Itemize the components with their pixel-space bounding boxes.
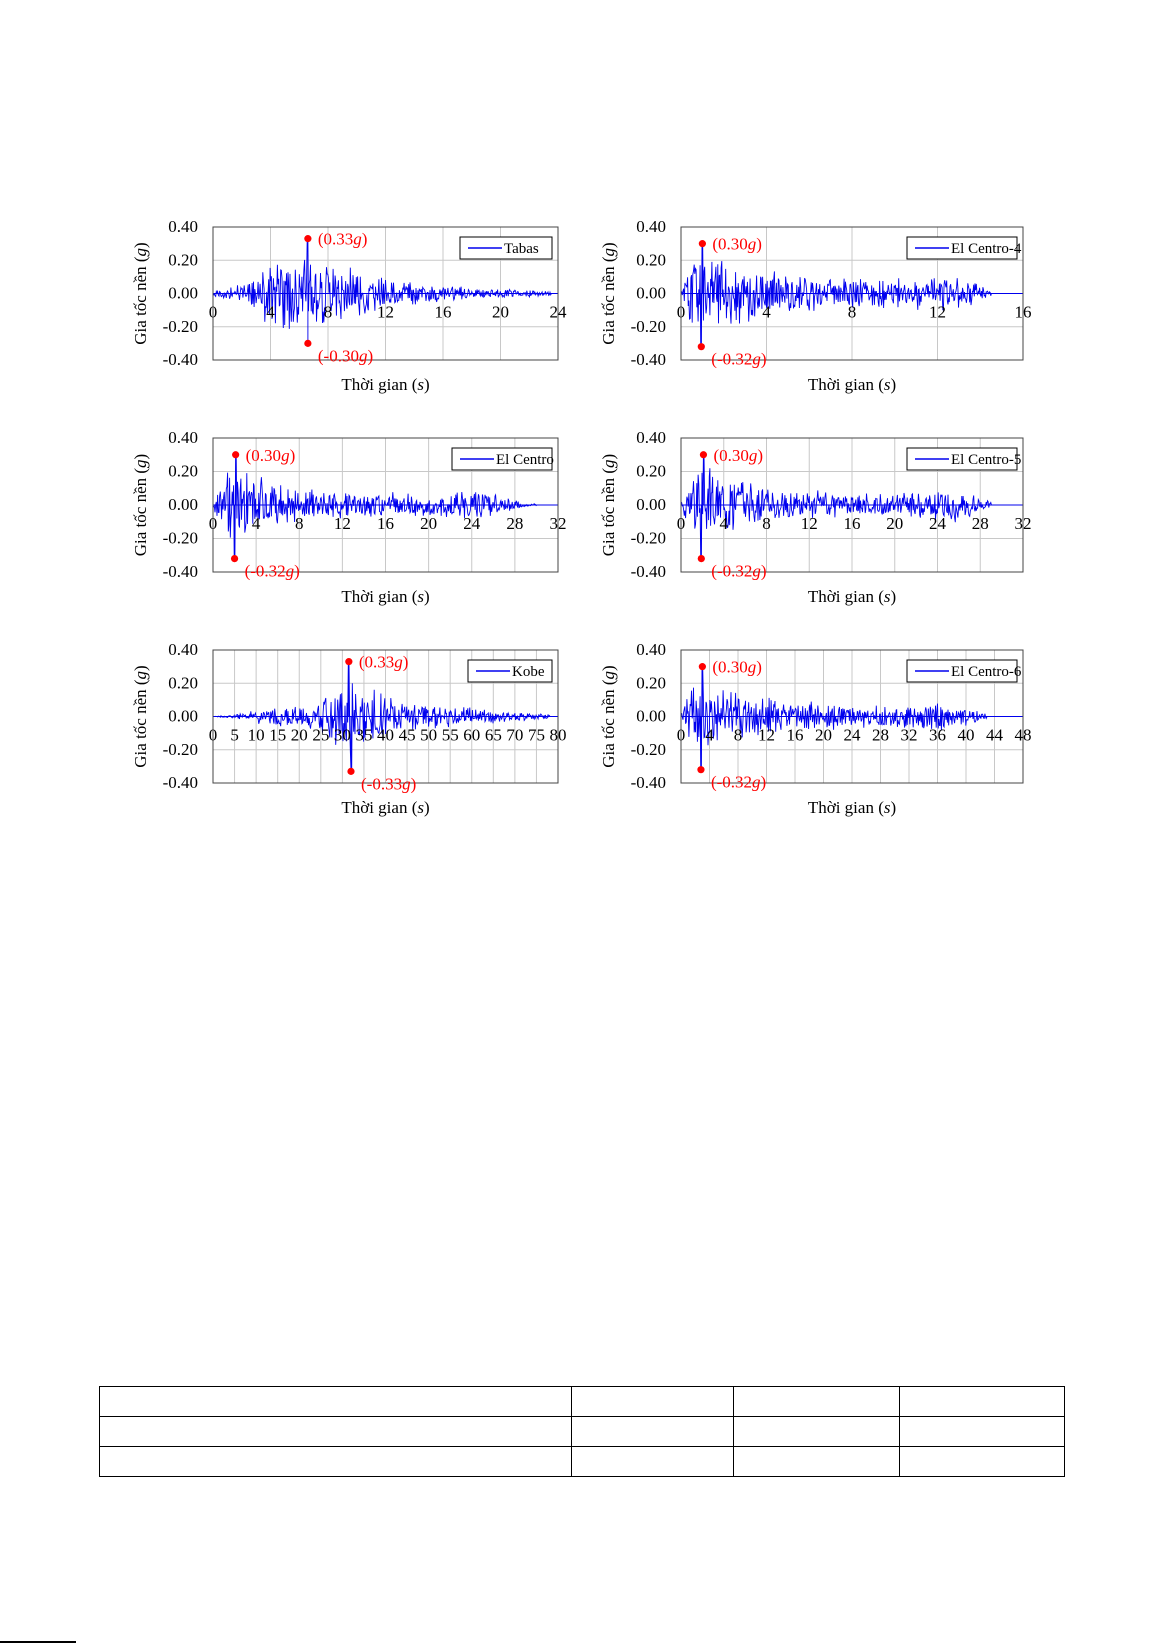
chart-panel <box>599 217 1032 394</box>
x-tick-label: 12 <box>929 302 946 322</box>
y-tick-label: -0.40 <box>162 562 198 581</box>
table-row <box>100 1387 1065 1417</box>
peak-marker <box>700 451 707 458</box>
y-tick-label: -0.20 <box>162 528 198 548</box>
y-tick-label: 0.40 <box>168 217 198 236</box>
x-tick-label: 0 <box>208 725 218 745</box>
table-cell <box>100 1447 572 1477</box>
x-tick-label: 4 <box>719 514 728 533</box>
x-tick-label: 28 <box>971 514 989 533</box>
peak-marker <box>698 555 705 562</box>
x-tick-label: 12 <box>758 725 775 745</box>
y-tick-label: -0.40 <box>630 350 666 369</box>
x-tick-label: 24 <box>929 514 946 533</box>
x-tick-label: 24 <box>843 725 861 745</box>
y-tick-label: -0.20 <box>630 739 666 759</box>
table-cell <box>100 1417 572 1447</box>
y-axis-title: Gia tốc nền (g) <box>131 453 150 557</box>
x-tick-label: 4 <box>705 725 714 745</box>
y-tick-label: 0.00 <box>168 283 198 303</box>
peak-label: (-0.32g) <box>711 561 767 581</box>
table-row <box>100 1447 1065 1477</box>
peak-label: (0.33g) <box>317 229 368 249</box>
y-tick-label: 0.20 <box>168 461 198 481</box>
x-tick-label: 5 <box>230 725 239 745</box>
y-tick-label: 0.00 <box>636 706 666 726</box>
empty-table <box>99 1386 1065 1477</box>
y-tick-label: 0.00 <box>168 495 198 514</box>
footnote-rule <box>0 1641 76 1643</box>
x-tick-label: 8 <box>762 514 771 533</box>
x-tick-label: 50 <box>420 725 438 745</box>
x-tick-label: 16 <box>786 725 804 745</box>
legend-label: El Centro-4 <box>951 241 1022 257</box>
x-tick-label: 35 <box>355 725 373 745</box>
peak-marker <box>232 451 239 458</box>
x-tick-label: 16 <box>434 302 452 322</box>
x-tick-label: 40 <box>957 725 975 745</box>
table-cell <box>572 1387 734 1417</box>
peak-label: (-0.30g) <box>317 346 374 366</box>
x-axis-title: Thời gian (s) <box>807 798 897 817</box>
peak-marker <box>231 555 238 562</box>
table-cell <box>734 1447 900 1477</box>
x-tick-label: 0 <box>676 302 686 322</box>
x-tick-label: 0 <box>208 302 218 322</box>
table-cell <box>734 1387 900 1417</box>
peak-label: (-0.32g) <box>711 349 767 369</box>
x-tick-label: 28 <box>506 514 524 533</box>
x-tick-label: 60 <box>463 725 481 745</box>
x-tick-label: 8 <box>847 302 857 322</box>
peak-marker <box>345 658 352 665</box>
y-axis-title: Gia tốc nền (g) <box>599 242 618 345</box>
y-tick-label: 0.40 <box>636 217 666 236</box>
chart-panel <box>131 428 567 606</box>
table-cell <box>100 1387 572 1417</box>
y-tick-label: -0.20 <box>630 528 666 548</box>
chart-panel <box>599 428 1032 606</box>
x-axis-title: Thời gian (s) <box>341 798 430 817</box>
peak-label: (0.30g) <box>712 234 762 254</box>
x-tick-label: 20 <box>290 725 308 745</box>
x-axis-title: Thời gian (s) <box>807 587 897 606</box>
x-tick-label: 0 <box>676 514 686 533</box>
peak-label: (0.33g) <box>358 652 409 672</box>
x-tick-label: 8 <box>733 725 743 745</box>
x-tick-label: 36 <box>929 725 946 745</box>
table-cell <box>572 1417 734 1447</box>
x-tick-label: 48 <box>1014 725 1032 745</box>
peak-label: (-0.33g) <box>361 774 417 794</box>
y-tick-label: 0.20 <box>636 250 666 270</box>
y-tick-label: 0.40 <box>168 640 198 659</box>
y-tick-label: 0.40 <box>636 428 666 447</box>
x-tick-label: 55 <box>441 725 459 745</box>
chart-panel <box>599 640 1032 817</box>
chart-panel <box>131 217 567 394</box>
x-tick-label: 20 <box>815 725 832 745</box>
x-tick-label: 80 <box>549 725 567 745</box>
x-tick-label: 12 <box>800 514 818 533</box>
x-tick-label: 10 <box>247 725 265 745</box>
y-axis-title: Gia tốc nền (g) <box>131 665 150 768</box>
x-tick-label: 24 <box>549 302 567 322</box>
peak-marker <box>698 343 705 350</box>
x-tick-label: 16 <box>377 514 394 533</box>
peak-label: (0.30g) <box>712 657 762 677</box>
peak-marker <box>304 235 311 242</box>
y-tick-label: -0.40 <box>630 562 666 581</box>
peak-marker <box>697 766 704 773</box>
y-tick-label: -0.20 <box>630 316 666 336</box>
y-tick-label: -0.20 <box>162 739 198 759</box>
x-tick-label: 0 <box>208 514 218 533</box>
x-tick-label: 8 <box>295 514 304 533</box>
x-tick-label: 28 <box>872 725 889 745</box>
y-tick-label: 0.20 <box>168 673 198 693</box>
x-tick-label: 20 <box>886 514 904 533</box>
x-tick-label: 65 <box>484 725 502 745</box>
peak-label: (-0.32g) <box>710 772 767 792</box>
y-tick-label: 0.00 <box>636 283 666 303</box>
x-tick-label: 40 <box>377 725 394 745</box>
y-tick-label: 0.00 <box>168 706 198 726</box>
y-tick-label: 0.40 <box>636 640 666 659</box>
x-tick-label: 4 <box>762 302 771 322</box>
y-tick-label: -0.40 <box>630 773 666 792</box>
y-tick-label: -0.40 <box>162 773 198 792</box>
y-axis-title: Gia tốc nền (g) <box>131 242 150 345</box>
y-tick-label: 0.20 <box>636 673 666 693</box>
chart-panel <box>131 640 567 817</box>
y-tick-label: 0.00 <box>636 495 666 514</box>
x-tick-label: 25 <box>312 725 330 745</box>
table-cell <box>572 1447 734 1477</box>
y-tick-label: 0.20 <box>636 461 666 481</box>
table-cell <box>900 1447 1065 1477</box>
x-axis-title: Thời gian (s) <box>341 587 430 606</box>
x-tick-label: 16 <box>843 514 861 533</box>
x-tick-label: 12 <box>377 302 394 322</box>
y-axis-title: Gia tốc nền (g) <box>599 453 618 557</box>
table-row <box>100 1417 1065 1447</box>
x-axis-title: Thời gian (s) <box>341 375 430 394</box>
peak-marker <box>304 340 311 347</box>
table-cell <box>900 1387 1065 1417</box>
x-tick-label: 0 <box>676 725 686 745</box>
x-tick-label: 4 <box>251 514 261 533</box>
peak-marker <box>699 663 706 670</box>
peak-label: (0.30g) <box>713 445 764 465</box>
x-tick-label: 32 <box>549 514 567 533</box>
x-tick-label: 15 <box>269 725 287 745</box>
x-tick-label: 12 <box>333 514 351 533</box>
x-tick-label: 30 <box>333 725 351 745</box>
x-tick-label: 32 <box>900 725 918 745</box>
table-cell <box>900 1417 1065 1447</box>
legend-label: El Centro-6 <box>951 664 1022 680</box>
x-tick-label: 24 <box>463 514 481 533</box>
x-tick-label: 75 <box>527 725 545 745</box>
x-tick-label: 32 <box>1014 514 1032 533</box>
legend-label: Kobe <box>512 664 545 680</box>
legend-label: El Centro <box>496 452 554 468</box>
x-tick-label: 4 <box>266 302 275 322</box>
x-tick-label: 44 <box>986 725 1003 745</box>
x-tick-label: 8 <box>323 302 333 322</box>
peak-label: (-0.32g) <box>244 561 300 581</box>
peak-label: (0.30g) <box>245 445 296 465</box>
peak-marker <box>347 768 354 775</box>
y-tick-label: -0.20 <box>162 316 198 336</box>
peak-marker <box>699 240 706 247</box>
y-tick-label: 0.40 <box>168 428 198 447</box>
x-axis-title: Thời gian (s) <box>807 375 897 394</box>
y-tick-label: 0.20 <box>168 250 198 270</box>
x-tick-label: 20 <box>420 514 438 533</box>
legend-label: El Centro-5 <box>951 452 1022 468</box>
legend-label: Tabas <box>504 241 539 257</box>
x-tick-label: 45 <box>398 725 416 745</box>
x-tick-label: 70 <box>506 725 524 745</box>
x-tick-label: 20 <box>492 302 509 322</box>
x-tick-label: 16 <box>1014 302 1032 322</box>
y-tick-label: -0.40 <box>162 350 198 369</box>
y-axis-title: Gia tốc nền (g) <box>599 665 618 768</box>
table-cell <box>734 1417 900 1447</box>
